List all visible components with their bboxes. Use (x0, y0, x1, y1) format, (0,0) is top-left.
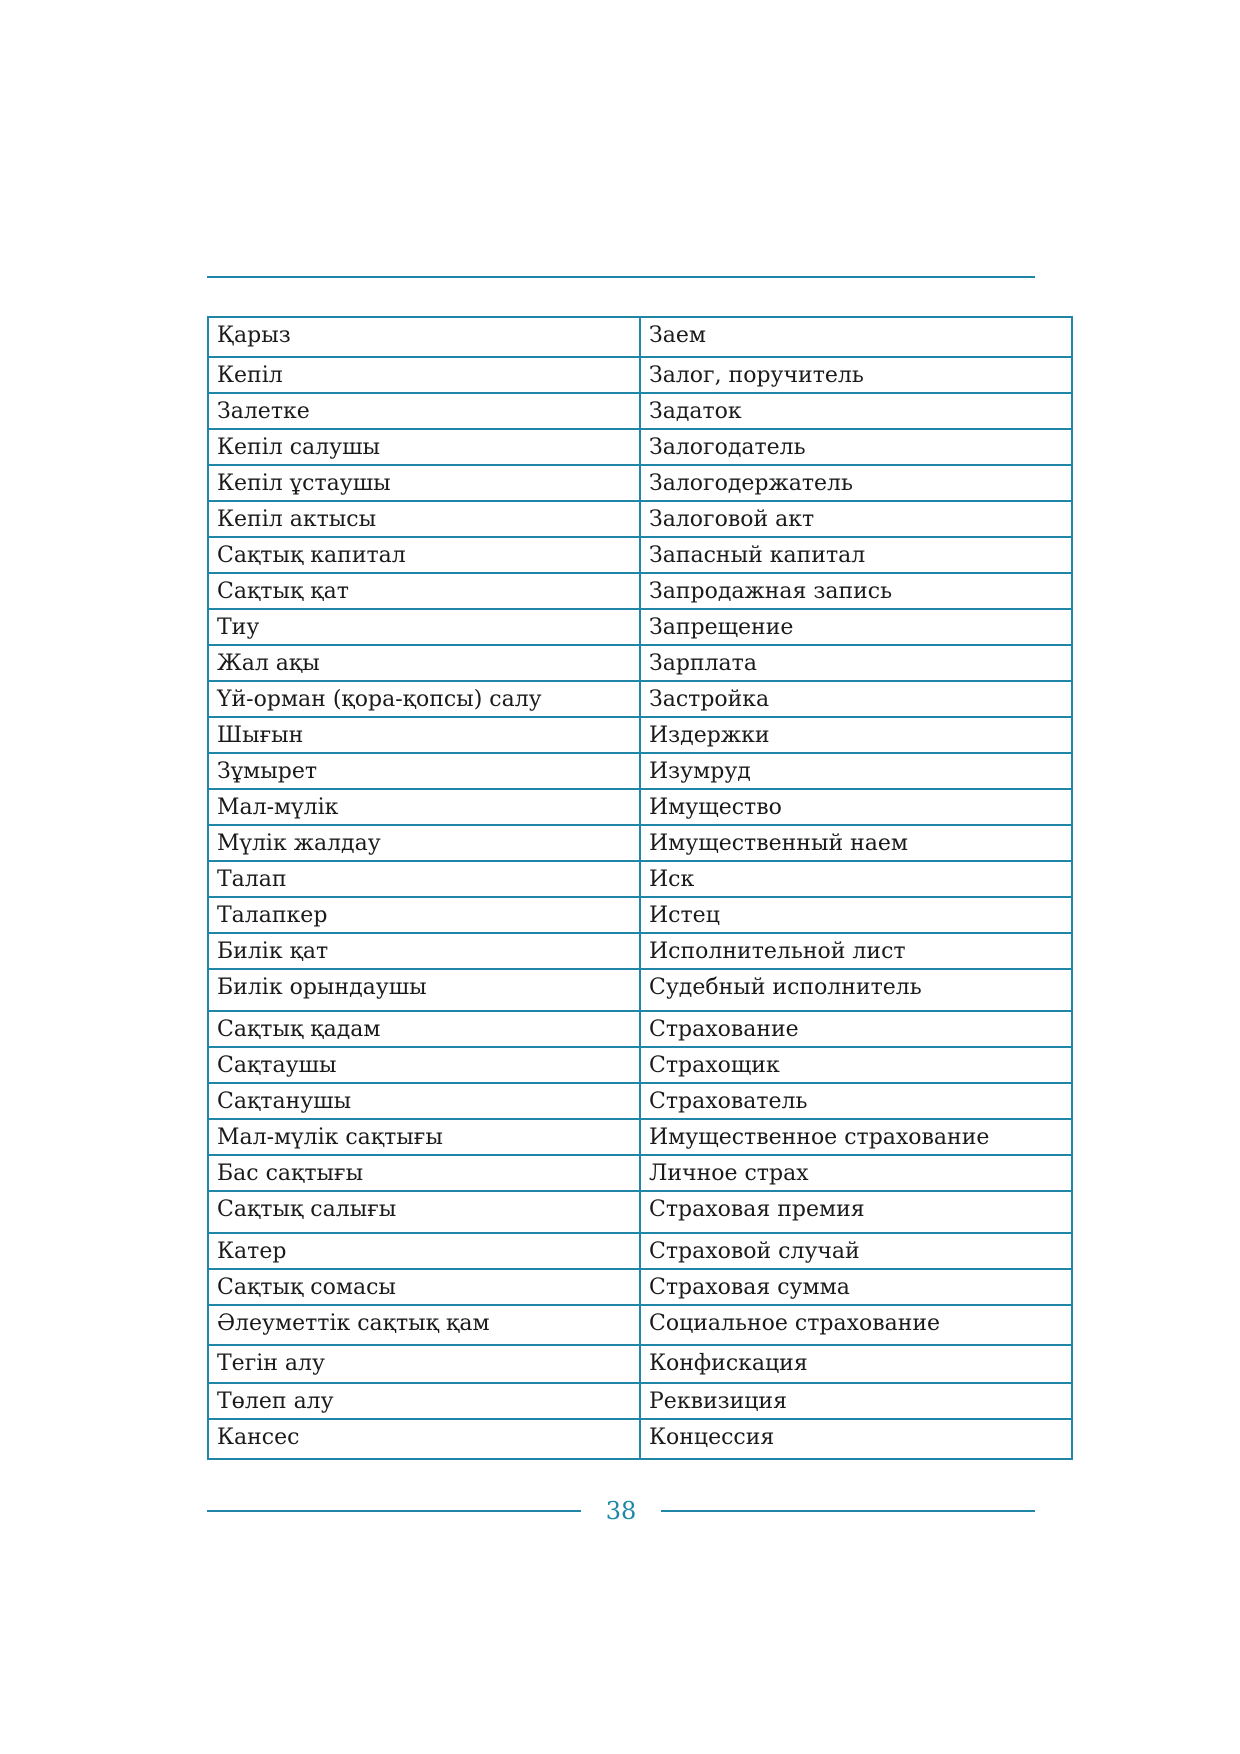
kazakh-term-cell (208, 609, 640, 645)
russian-term: Страхощик (649, 1053, 780, 1078)
kazakh-term: Сақтық қадам (217, 1017, 381, 1042)
table-row (208, 1047, 1072, 1083)
russian-term: Издержки (649, 723, 770, 748)
table-row (208, 317, 1072, 357)
kazakh-term: Кепіл актысы (217, 507, 377, 532)
russian-term: Страхователь (649, 1089, 808, 1114)
russian-term-cell (640, 393, 1072, 429)
table-row (208, 897, 1072, 933)
table-row (208, 645, 1072, 681)
russian-term-cell (640, 1191, 1072, 1233)
russian-term-cell (640, 501, 1072, 537)
russian-term: Личное страх (649, 1161, 809, 1186)
kazakh-term-cell (208, 1083, 640, 1119)
table-row (208, 393, 1072, 429)
russian-term: Реквизиция (649, 1389, 787, 1414)
header-rule (207, 276, 1035, 278)
russian-term-cell (640, 1305, 1072, 1345)
page-footer (207, 1493, 1035, 1529)
russian-term-cell (640, 933, 1072, 969)
kazakh-term: Билік орындаушы (217, 975, 427, 1000)
kazakh-term-cell (208, 681, 640, 717)
russian-term-cell (640, 645, 1072, 681)
russian-term: Запродажная запись (649, 579, 893, 604)
kazakh-term: Сақтық салығы (217, 1197, 397, 1222)
kazakh-term-cell (208, 1155, 640, 1191)
russian-term: Залогодатель (649, 435, 806, 460)
glossary-body (208, 317, 1072, 1459)
kazakh-term-cell (208, 393, 640, 429)
russian-term: Социальное страхование (649, 1311, 941, 1336)
kazakh-term: Талапкер (217, 903, 328, 928)
russian-term-cell (640, 1345, 1072, 1383)
kazakh-term-cell (208, 861, 640, 897)
table-row (208, 1191, 1072, 1233)
table-row (208, 1419, 1072, 1459)
russian-term-cell (640, 753, 1072, 789)
russian-term: Залогодержатель (649, 471, 853, 496)
russian-term: Страховой случай (649, 1239, 860, 1264)
russian-term: Задаток (649, 399, 742, 424)
kazakh-term: Сақтаушы (217, 1053, 337, 1078)
russian-term-cell (640, 1047, 1072, 1083)
russian-term-cell (640, 789, 1072, 825)
russian-term-cell (640, 897, 1072, 933)
russian-term-cell (640, 357, 1072, 393)
russian-term-cell (640, 969, 1072, 1011)
russian-term: Залог, поручитель (649, 363, 864, 388)
kazakh-term-cell (208, 1383, 640, 1419)
kazakh-term: Мал-мүлік (217, 795, 339, 820)
kazakh-term-cell (208, 789, 640, 825)
kazakh-term: Катер (217, 1239, 287, 1264)
kazakh-term-cell (208, 1233, 640, 1269)
russian-term-cell (640, 1011, 1072, 1047)
russian-term-cell (640, 317, 1072, 357)
table-row (208, 465, 1072, 501)
russian-term-cell (640, 717, 1072, 753)
russian-term-cell (640, 1233, 1072, 1269)
russian-term: Имущественный наем (649, 831, 909, 856)
kazakh-term-cell (208, 317, 640, 357)
table-row (208, 1083, 1072, 1119)
russian-term: Страховая премия (649, 1197, 865, 1222)
kazakh-term-cell (208, 1419, 640, 1459)
footer-rule-right (661, 1510, 1035, 1512)
russian-term-cell (640, 1269, 1072, 1305)
russian-term-cell (640, 825, 1072, 861)
table-row (208, 1383, 1072, 1419)
russian-term-cell (640, 1155, 1072, 1191)
russian-term: Истец (649, 903, 720, 928)
kazakh-term-cell (208, 1047, 640, 1083)
russian-term: Залоговой акт (649, 507, 815, 532)
kazakh-term: Зұмырет (217, 759, 318, 784)
russian-term-cell (640, 1383, 1072, 1419)
russian-term-cell (640, 861, 1072, 897)
kazakh-term-cell (208, 465, 640, 501)
footer-rule-left (207, 1510, 581, 1512)
kazakh-term: Билік қат (217, 939, 329, 964)
table-row (208, 861, 1072, 897)
table-row (208, 1119, 1072, 1155)
kazakh-term: Үй-орман (қора-қопсы) салу (217, 687, 542, 712)
kazakh-term: Залетке (217, 399, 310, 424)
kazakh-term-cell (208, 717, 640, 753)
kazakh-term: Талап (217, 867, 287, 892)
table-row (208, 825, 1072, 861)
kazakh-term: Қарыз (217, 323, 291, 348)
table-row (208, 501, 1072, 537)
kazakh-term: Кепіл (217, 363, 283, 388)
table-row (208, 429, 1072, 465)
kazakh-term: Мал-мүлік сақтығы (217, 1125, 443, 1150)
russian-term: Запрещение (649, 615, 794, 640)
russian-term-cell (640, 537, 1072, 573)
table-row (208, 681, 1072, 717)
table-row (208, 1269, 1072, 1305)
kazakh-term: Тиу (217, 615, 260, 640)
russian-term: Имущественное страхование (649, 1125, 990, 1150)
kazakh-term: Шығын (217, 723, 304, 748)
russian-term: Страховая сумма (649, 1275, 850, 1300)
table-row (208, 357, 1072, 393)
russian-term: Иск (649, 867, 695, 892)
kazakh-term: Сақтанушы (217, 1089, 352, 1114)
russian-term: Имущество (649, 795, 782, 820)
kazakh-term-cell (208, 1119, 640, 1155)
kazakh-term-cell (208, 429, 640, 465)
kazakh-term-cell (208, 1191, 640, 1233)
glossary-table (207, 316, 1073, 1460)
russian-term-cell (640, 1419, 1072, 1459)
kazakh-term-cell (208, 1345, 640, 1383)
russian-term-cell (640, 1119, 1072, 1155)
kazakh-term: Мүлік жалдау (217, 831, 381, 856)
kazakh-term-cell (208, 897, 640, 933)
russian-term: Запасный капитал (649, 543, 866, 568)
kazakh-term-cell (208, 537, 640, 573)
kazakh-term-cell (208, 645, 640, 681)
russian-term-cell (640, 609, 1072, 645)
russian-term: Исполнительной лист (649, 939, 906, 964)
table-row (208, 1155, 1072, 1191)
kazakh-term: Төлеп алу (217, 1389, 334, 1414)
kazakh-term: Кепіл ұстаушы (217, 471, 391, 496)
russian-term: Изумруд (649, 759, 751, 784)
table-row (208, 1305, 1072, 1345)
kazakh-term-cell (208, 969, 640, 1011)
table-row (208, 789, 1072, 825)
russian-term: Конфискация (649, 1351, 808, 1376)
kazakh-term-cell (208, 357, 640, 393)
table-row (208, 933, 1072, 969)
kazakh-term: Сақтық қат (217, 579, 349, 604)
kazakh-term-cell (208, 1305, 640, 1345)
table-row (208, 969, 1072, 1011)
russian-term: Застройка (649, 687, 770, 712)
table-row (208, 573, 1072, 609)
kazakh-term-cell (208, 753, 640, 789)
table-row (208, 717, 1072, 753)
russian-term-cell (640, 681, 1072, 717)
table-row (208, 1011, 1072, 1047)
kazakh-term: Әлеуметтік сақтық қам (217, 1311, 490, 1336)
russian-term: Зарплата (649, 651, 757, 676)
table-row (208, 1233, 1072, 1269)
kazakh-term-cell (208, 933, 640, 969)
kazakh-term: Бас сақтығы (217, 1161, 364, 1186)
russian-term: Концессия (649, 1425, 775, 1450)
russian-term-cell (640, 573, 1072, 609)
russian-term-cell (640, 429, 1072, 465)
kazakh-term-cell (208, 1269, 640, 1305)
kazakh-term: Кансес (217, 1425, 300, 1450)
table-row (208, 609, 1072, 645)
russian-term: Заем (649, 323, 706, 348)
russian-term: Судебный исполнитель (649, 975, 922, 1000)
russian-term-cell (640, 1083, 1072, 1119)
russian-term-cell (640, 465, 1072, 501)
kazakh-term: Сақтық капитал (217, 543, 406, 568)
kazakh-term: Сақтық сомасы (217, 1275, 396, 1300)
table-row (208, 1345, 1072, 1383)
russian-term: Страхование (649, 1017, 799, 1042)
kazakh-term-cell (208, 825, 640, 861)
kazakh-term-cell (208, 501, 640, 537)
table-row (208, 537, 1072, 573)
page-number: 38 (605, 1497, 637, 1525)
table-row (208, 753, 1072, 789)
kazakh-term: Жал ақы (217, 651, 320, 676)
kazakh-term-cell (208, 1011, 640, 1047)
kazakh-term: Тегін алу (217, 1351, 325, 1376)
kazakh-term: Кепіл салушы (217, 435, 381, 460)
kazakh-term-cell (208, 573, 640, 609)
